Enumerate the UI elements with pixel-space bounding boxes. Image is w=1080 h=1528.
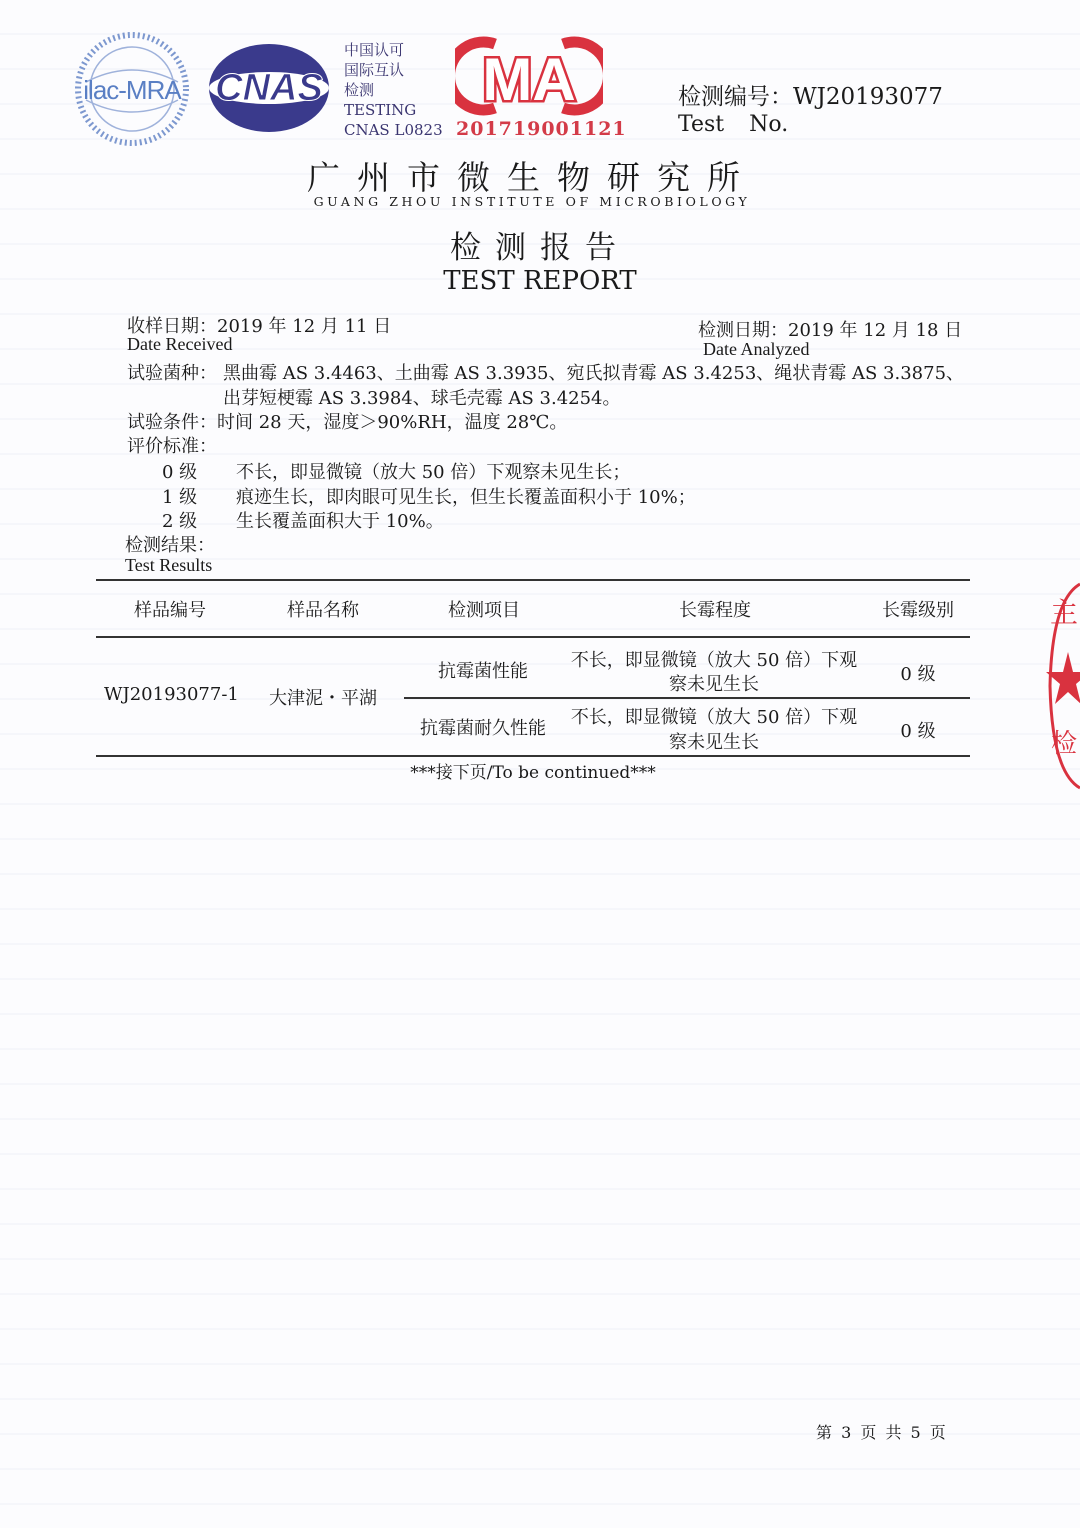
cnas-line-3: 检测: [344, 81, 375, 99]
table-cell-grade-2: 0 级: [900, 721, 936, 742]
criteria-label: 评价标准：: [127, 436, 217, 457]
conditions-value: 时间 28 天，湿度＞90%RH，温度 28℃。: [217, 412, 568, 433]
seal-char-1: 主: [1049, 596, 1079, 629]
strains-line-1: 黑曲霉 AS 3.4463、土曲霉 AS 3.3935、宛氏拟青霉 AS 3.4253、绳状青霉 AS 3.3875、: [223, 363, 965, 384]
table-cell-degree-1-line1: 不长，即显微镜（放大 50 倍）下观: [570, 650, 858, 671]
conditions-label: 试验条件：: [127, 412, 217, 433]
continued-note: ***接下页/To be continued***: [410, 763, 656, 783]
ilac-mra-logo: [72, 30, 192, 148]
criteria-desc-2: 生长覆盖面积大于 10%。: [236, 511, 444, 532]
criteria-desc-0: 不长，即显微镜（放大 50 倍）下观察未见生长；: [236, 462, 631, 483]
strains-label: 试验菌种：: [127, 363, 217, 384]
report-title-en: TEST REPORT: [443, 266, 637, 296]
criteria-grade-1: 1 级: [162, 487, 198, 508]
cma-number: 201719001121: [456, 118, 627, 140]
table-cell-test-item-1: 抗霉菌性能: [438, 661, 528, 682]
table-header-sample-name: 样品名称: [287, 600, 359, 621]
cnas-line-2: 国际互认: [344, 61, 405, 79]
results-label-en: Test Results: [125, 555, 213, 575]
table-cell-degree-2-line2: 察未见生长: [669, 732, 759, 753]
page-number: 第 3 页 共 5 页: [816, 1423, 948, 1442]
table-header-mould-grade: 长霉级别: [882, 600, 954, 621]
date-analyzed-label: 检测日期：: [698, 320, 788, 341]
table-header-test-item: 检测项目: [448, 600, 520, 621]
table-header-mould-degree: 长霉程度: [679, 600, 751, 621]
table-bottom-rule: [96, 755, 970, 757]
date-analyzed-value: 2019 年 12 月 18 日: [788, 320, 963, 341]
date-received-value: 2019 年 12 月 11 日: [217, 316, 392, 337]
strains-line-2: 出芽短梗霉 AS 3.3984、球毛壳霉 AS 3.4254。: [223, 388, 621, 409]
cnas-logo: [206, 42, 332, 134]
ilac-mra-text: ilac-MRA: [83, 75, 181, 105]
cnas-logo-text: CNAS: [215, 67, 323, 109]
criteria-desc-1: 痕迹生长，即肉眼可见生长，但生长覆盖面积小于 10%；: [236, 487, 696, 508]
table-cell-degree-2-line1: 不长，即显微镜（放大 50 倍）下观: [570, 707, 858, 728]
table-cell-test-item-2: 抗霉菌耐久性能: [420, 718, 546, 739]
table-cell-sample-name: 大津泥・平湖: [269, 688, 377, 709]
table-cell-sample-id: WJ20193077-1: [104, 684, 239, 705]
partial-seal-stamp: [1046, 580, 1080, 792]
results-label-cn: 检测结果：: [125, 535, 215, 556]
date-received-label: 收样日期：: [127, 316, 217, 337]
conditions: [127, 408, 567, 434]
test-number: [678, 78, 943, 111]
seal-char-2: 检: [1050, 729, 1078, 759]
institute-name-en: GUANG ZHOU INSTITUTE OF MICROBIOLOGY: [313, 194, 751, 209]
table-top-rule: [96, 579, 970, 581]
cnas-line-4: TESTING: [344, 101, 417, 119]
table-cell-degree-1-line2: 察未见生长: [669, 674, 759, 695]
test-number-label: 检测编号：: [678, 84, 793, 110]
criteria-grade-2: 2 级: [162, 511, 198, 532]
report-title-cn: 检测报告: [450, 230, 630, 266]
cnas-line-1: 中国认可: [344, 41, 405, 59]
criteria-grade-0: 0 级: [162, 462, 198, 483]
cma-logo: [455, 36, 603, 116]
table-cell-grade-1: 0 级: [900, 664, 936, 685]
date-analyzed-label-en: Date Analyzed: [703, 339, 810, 359]
table-header-sample-id: 样品编号: [134, 600, 206, 621]
table-row-divider: [404, 697, 970, 699]
table-header-rule: [96, 636, 970, 638]
cnas-line-5: CNAS L0823: [344, 121, 443, 139]
date-received-label-en: Date Received: [127, 334, 233, 354]
cnas-accreditation-text: [344, 40, 443, 140]
test-number-label-en: Test No.: [678, 112, 789, 137]
institute-name-cn: 广州市微生物研究所: [307, 158, 757, 197]
test-number-value: WJ20193077: [793, 84, 943, 110]
cma-logo-text: MA: [482, 46, 576, 113]
